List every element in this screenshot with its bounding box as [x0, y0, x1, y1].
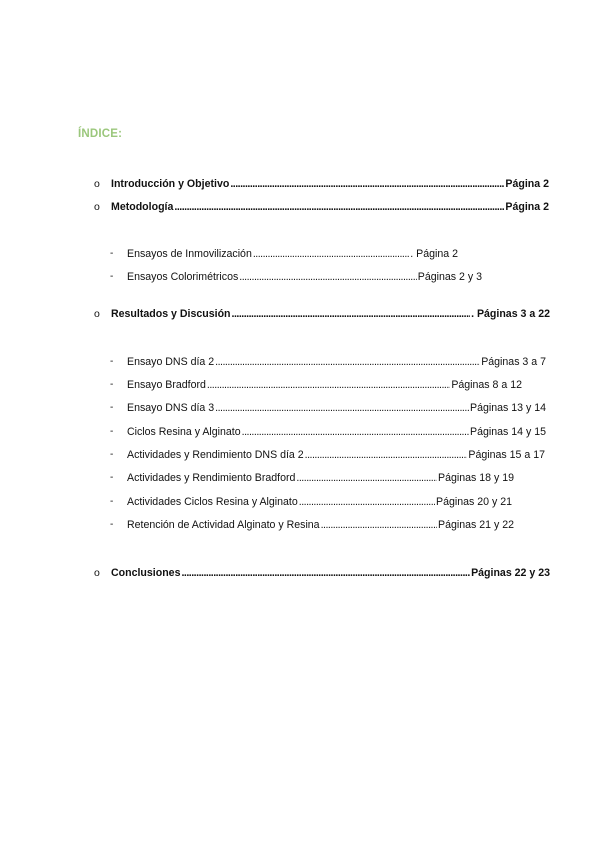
dot-leader: [321, 517, 437, 533]
toc-subentry-ciclos[interactable]: [108, 424, 546, 440]
dash-marker: -: [110, 426, 114, 437]
toc-entry-label: Ensayos de Inmovilización: [127, 248, 252, 260]
toc-entry-page: Páginas 21 y 22: [438, 519, 514, 531]
toc-entry-label: Retención de Actividad Alginato y Resina: [127, 519, 320, 531]
toc-entry-label: Ensayo Bradford: [127, 379, 206, 391]
toc-entry-label: Resultados y Discusión: [111, 308, 231, 320]
dash-marker: -: [110, 519, 114, 530]
dash-marker: -: [110, 379, 114, 390]
toc-entry-label: Introducción y Objetivo: [111, 178, 230, 190]
toc-entry-page: Páginas 8 a 12: [451, 379, 522, 391]
toc-entry-page: Páginas 13 y 14: [470, 402, 546, 414]
dash-marker: -: [110, 271, 114, 282]
dash-marker: -: [110, 248, 114, 259]
toc-subentry-actividades-bradford[interactable]: [108, 470, 514, 486]
dot-leader: [174, 199, 504, 215]
dot-leader: [239, 269, 417, 285]
toc-entry-page: Página 2: [505, 201, 549, 213]
dot-leader: [181, 565, 470, 581]
toc-entry-page: Páginas 2 y 3: [417, 271, 482, 283]
toc-subentry-actividades-dns[interactable]: [108, 447, 545, 463]
toc-entry-page: Páginas 15 a 17: [468, 449, 545, 461]
dash-marker: -: [110, 472, 114, 483]
toc-subentry-inmovilizacion[interactable]: [108, 246, 458, 262]
toc-entry-resultados[interactable]: [94, 306, 550, 322]
toc-entry-label: Actividades y Rendimiento DNS día 2: [127, 449, 304, 461]
bullet-marker: o: [94, 178, 100, 190]
index-title: ÍNDICE:: [78, 128, 123, 140]
toc-entry-page: . Páginas 3 a 22: [471, 308, 550, 320]
toc-subentry-bradford[interactable]: [108, 377, 522, 393]
toc-entry-label: Actividades y Rendimiento Bradford: [127, 472, 296, 484]
dot-leader: [230, 176, 504, 192]
toc-subentry-retencion[interactable]: [108, 517, 514, 533]
toc-subentry-dns-dia-2[interactable]: [108, 354, 546, 370]
dot-leader: [242, 424, 469, 440]
toc-entry-conclusiones[interactable]: [94, 565, 550, 581]
dash-marker: -: [110, 496, 114, 507]
toc-entry-label: Ensayo DNS día 2: [127, 356, 215, 368]
dash-marker: -: [110, 402, 114, 413]
bullet-marker: o: [94, 308, 100, 320]
toc-entry-page: Página 2: [505, 178, 549, 190]
toc-subentry-actividades-ciclos[interactable]: [108, 494, 512, 510]
toc-entry-label: Actividades Ciclos Resina y Alginato: [127, 496, 298, 508]
dot-leader: [305, 447, 468, 463]
toc-entry-label: Ensayos Colorimétricos: [127, 271, 239, 283]
toc-entry-page: Páginas 20 y 21: [436, 496, 512, 508]
bullet-marker: o: [94, 567, 100, 579]
dot-leader: [215, 400, 469, 416]
toc-entry-page: Páginas 14 y 15: [470, 426, 546, 438]
toc-subentry-dns-dia-3[interactable]: [108, 400, 546, 416]
dot-leader: [253, 246, 409, 262]
toc-entry-label: Conclusiones: [111, 567, 181, 579]
toc-entry-page: . Página 2: [410, 248, 458, 260]
toc-entry-metodologia[interactable]: [94, 199, 549, 215]
toc-entry-page: Páginas 18 y 19: [438, 472, 514, 484]
dot-leader: [207, 377, 450, 393]
bullet-marker: o: [94, 201, 100, 213]
toc-entry-page: Páginas 3 a 7: [481, 356, 546, 368]
dash-marker: -: [110, 356, 114, 367]
toc-entry-label: Ciclos Resina y Alginato: [127, 426, 241, 438]
toc-entry-label: Ensayo DNS día 3: [127, 402, 215, 414]
dash-marker: -: [110, 449, 114, 460]
toc-entry-introduccion[interactable]: [94, 176, 549, 192]
dot-leader: [232, 306, 471, 322]
toc-entry-page: Páginas 22 y 23: [471, 567, 550, 579]
dot-leader: [215, 354, 480, 370]
toc-subentry-colorimetricos[interactable]: [108, 269, 482, 285]
toc-entry-label: Metodología: [111, 201, 174, 213]
dot-leader: [299, 494, 435, 510]
dot-leader: [296, 470, 437, 486]
